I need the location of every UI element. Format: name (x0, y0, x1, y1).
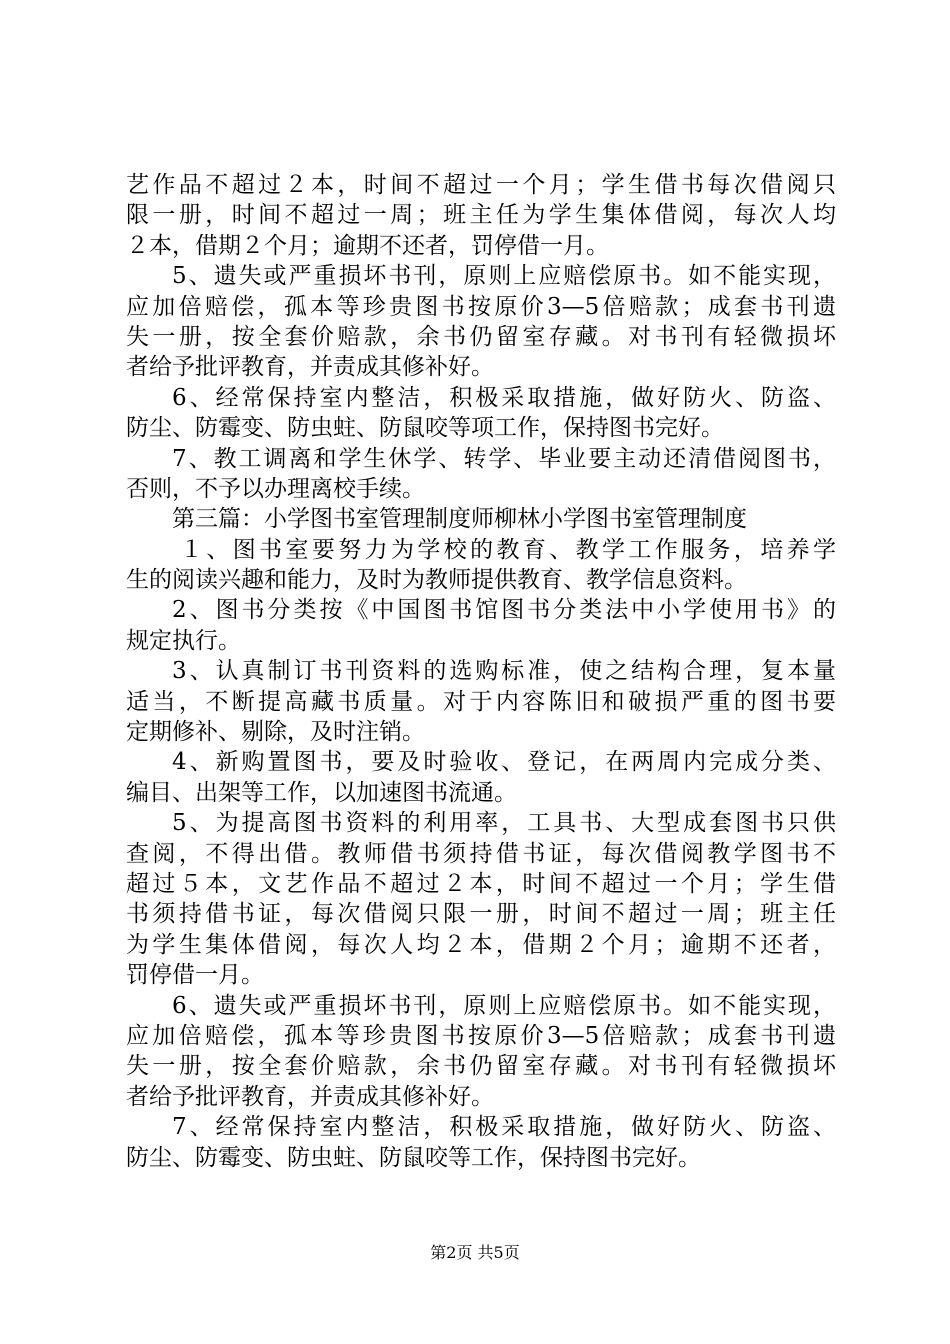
text-line: 艺作品不超过２本，时间不超过一个月；学生借书每次借阅只 (126, 172, 836, 198)
text-line: 防尘、防霉变、防虫蛀、防鼠咬等工作，保持图书完好。 (126, 1144, 701, 1171)
page-number-footer: 第2页 共5页 (430, 1243, 520, 1262)
text-line: 失一册，按全套价赔款，余书仍留室存藏。对书刊有轻微损坏 (126, 323, 836, 350)
text-line: 规定执行。 (126, 627, 241, 654)
text-line: 超过５本，文艺作品不超过２本，时间不超过一个月；学生借 (126, 870, 836, 897)
text-line: 7、教工调离和学生休学、转学、毕业要主动还清借阅图书， (172, 445, 836, 472)
text-line: 第三篇：小学图书室管理制度师柳林小学图书室管理制度 (172, 506, 747, 533)
text-line: 编目、出架等工作，以加速图书流通。 (126, 779, 517, 806)
text-line: 6、经常保持室内整洁，积极采取措施，做好防火、防盗、 (172, 384, 836, 411)
text-line: 为学生集体借阅，每次人均２本，借期２个月；逾期不还者， (126, 931, 836, 958)
text-line: 3、认真制订书刊资料的选购标准，使之结构合理，复本量 (172, 658, 836, 685)
text-line: 查阅，不得出借。教师借书须持借书证，每次借阅教学图书不 (126, 840, 836, 867)
text-line: 限一册，时间不超过一周；班主任为学生集体借阅，每次人均 (126, 202, 836, 229)
text-line: 5、遗失或严重损坏书刊，原则上应赔偿原书。如不能实现， (172, 263, 836, 290)
document-body (126, 170, 836, 1173)
text-line: 者给予批评教育，并责成其修补好。 (126, 1083, 494, 1110)
text-line: 7、经常保持室内整洁，积极采取措施，做好防火、防盗、 (172, 1114, 836, 1141)
text-line: 4、新购置图书，要及时验收、登记，在两周内完成分类、 (172, 749, 836, 776)
text-line: 定期修补、剔除，及时注销。 (126, 719, 425, 746)
text-line: 应加倍赔偿，孤本等珍贵图书按原价3—5倍赔款；成套书刊遗 (126, 1022, 836, 1049)
text-line: 生的阅读兴趣和能力，及时为教师提供教育、教学信息资料。 (126, 567, 747, 594)
text-line: 5、为提高图书资料的利用率，工具书、大型成套图书只供 (172, 810, 836, 837)
text-line: 书须持借书证，每次借阅只限一册，时间不超过一周；班主任 (126, 901, 836, 928)
text-line: ２本，借期２个月；逾期不还者，罚停借一月。 (126, 232, 609, 259)
text-line: 罚停借一月。 (126, 962, 264, 989)
text-line: 2、图书分类按《中国图书馆图书分类法中小学使用书》的 (172, 597, 836, 624)
text-line: 适当，不断提高藏书质量。对于内容陈旧和破损严重的图书要 (126, 688, 836, 715)
text-line: １、图书室要努力为学校的教育、教学工作服务，培养学 (180, 536, 836, 563)
text-line: 应加倍赔偿，孤本等珍贵图书按原价3—5倍赔款；成套书刊遗 (126, 293, 836, 320)
text-line: 者给予批评教育，并责成其修补好。 (126, 354, 494, 381)
text-line: 6、遗失或严重损坏书刊，原则上应赔偿原书。如不能实现， (172, 992, 836, 1019)
text-line: 否则，不予以办理离校手续。 (126, 475, 425, 502)
text-line: 防尘、防霉变、防虫蛀、防鼠咬等项工作，保持图书完好。 (126, 415, 724, 442)
text-line: 失一册，按全套价赔款，余书仍留室存藏。对书刊有轻微损坏 (126, 1053, 836, 1080)
